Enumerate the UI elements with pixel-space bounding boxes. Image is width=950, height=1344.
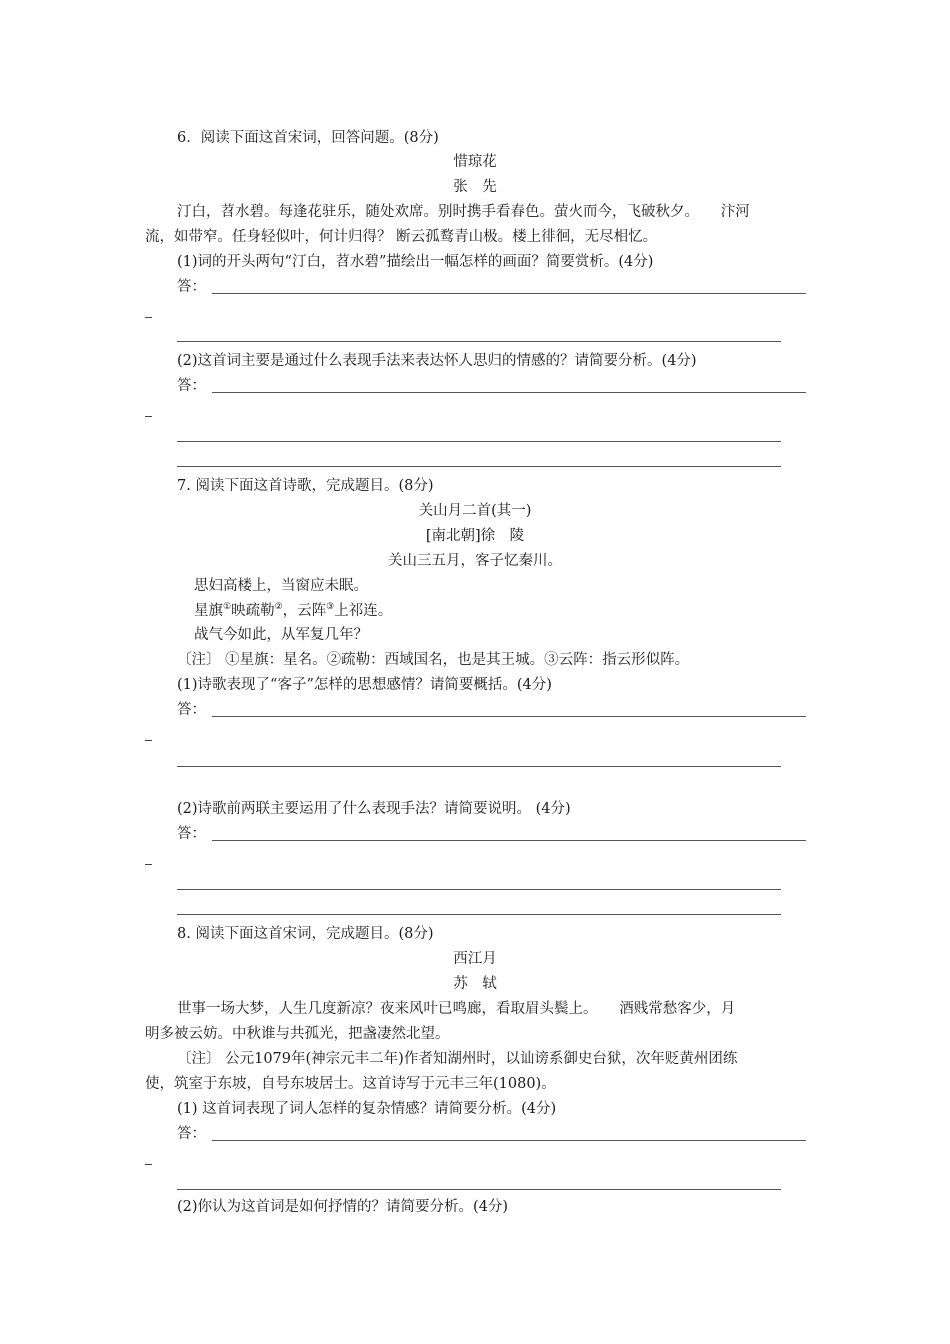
q6-poem-title: 惜琼花 <box>453 154 497 170</box>
answer-label: 答： <box>177 1126 206 1142</box>
q6-subquestion-1: (1)词的开头两句“汀白，苕水碧”描绘出一幅怎样的画面？简要赏析。(4分) <box>177 254 654 270</box>
q6-poem-line-1: 汀白，苕水碧。每逢花驻乐，随处欢席。别时携手看春色。萤火而今，飞破秋夕。 汴河 <box>177 204 750 220</box>
answer-line[interactable] <box>177 1189 781 1190</box>
q6-poem-line-2: 流，如带窄。任身轻似叶，何计归得？ 断云孤鹜青山极。楼上徘徊，无尽相忆。 <box>145 229 658 245</box>
answer-line[interactable] <box>177 914 781 915</box>
q7-subquestion-1: (1)诗歌表现了“客子”怎样的思想感情？请简要概括。(4分) <box>177 677 552 693</box>
q7-line3-part: 星旗 <box>194 603 223 619</box>
q7-poem-line-1: 关山三五月，客子忆秦川。 <box>388 553 562 569</box>
answer-label: 答： <box>177 279 206 295</box>
answer-line[interactable] <box>212 1140 806 1141</box>
q7-poem-line-2: 思妇高楼上，当窗应未眠。 <box>194 578 368 594</box>
answer-line[interactable] <box>212 293 806 294</box>
dash-mark <box>145 1164 152 1165</box>
answer-line[interactable] <box>212 840 806 841</box>
answer-line[interactable] <box>177 766 781 767</box>
q6-poem-author: 张 先 <box>453 179 497 195</box>
q8-poem-line-1: 世事一场大梦，人生几度新凉？夜来风叶已鸣廊，看取眉头鬓上。 酒贱常愁客少，月 <box>177 1001 736 1017</box>
q6-stem: 6．阅读下面这首宋词，回答问题。(8分) <box>177 130 439 146</box>
q8-poem-title: 西江月 <box>453 951 497 967</box>
note-mark: ① <box>223 602 232 612</box>
q8-poem-author: 苏 轼 <box>453 976 497 992</box>
dash-mark <box>145 317 152 318</box>
note-mark: ② <box>274 602 283 612</box>
answer-line[interactable] <box>177 341 781 342</box>
q8-subquestion-2: (2)你认为这首词是如何抒情的？请简要分析。(4分) <box>177 1199 509 1215</box>
q7-stem: 7. 阅读下面这首诗歌，完成题目。(8分) <box>177 478 434 494</box>
q8-note-line-1: 〔注〕 公元1079年(神宗元丰二年)作者知湖州时，以讪谤系御史台狱，次年贬黄州团练 <box>177 1051 738 1067</box>
answer-line[interactable] <box>212 392 806 393</box>
answer-label: 答： <box>177 702 206 718</box>
q8-subquestion-1: (1) 这首词表现了词人怎样的复杂情感？请简要分析。(4分) <box>177 1101 557 1117</box>
dash-mark <box>145 740 152 741</box>
note-mark: ③ <box>326 602 335 612</box>
answer-line[interactable] <box>177 466 781 467</box>
q7-line3-part: ，云阵 <box>282 603 327 619</box>
dash-mark <box>145 416 152 417</box>
q7-poem-title: 关山月二首(其一) <box>418 503 532 519</box>
q8-note-line-2: 使，筑室于东坡，自号东坡居士。这首诗写于元丰三年(1080)。 <box>145 1076 556 1092</box>
answer-label: 答： <box>177 378 206 394</box>
q7-poem-line-4: 战气今如此，从军复几年？ <box>194 627 368 643</box>
q7-line3-part: 映疏勒 <box>231 603 275 619</box>
dash-mark <box>145 864 152 865</box>
q7-poem-line-3 <box>194 602 392 620</box>
q8-poem-line-2: 明多被云妨。中秋谁与共孤光，把盏凄然北望。 <box>145 1026 450 1042</box>
q6-subquestion-2: (2)这首词主要是通过什么表现手法来表达怀人思归的情感的？请简要分析。(4分) <box>177 353 697 369</box>
answer-label: 答： <box>177 826 206 842</box>
q7-note: 〔注〕 ①星旗：星名。②疏勒：西域国名，也是其王城。③云阵：指云形似阵。 <box>177 652 690 668</box>
q7-line3-part: 上祁连。 <box>334 603 393 619</box>
q8-stem: 8. 阅读下面这首宋词，完成题目。(8分) <box>177 926 434 942</box>
q7-subquestion-2: (2)诗歌前两联主要运用了什么表现手法？请简要说明。 (4分) <box>177 801 571 817</box>
answer-line[interactable] <box>177 441 781 442</box>
q7-poem-author: [南北朝]徐 陵 <box>425 528 525 544</box>
answer-line[interactable] <box>212 716 806 717</box>
answer-line[interactable] <box>177 889 781 890</box>
